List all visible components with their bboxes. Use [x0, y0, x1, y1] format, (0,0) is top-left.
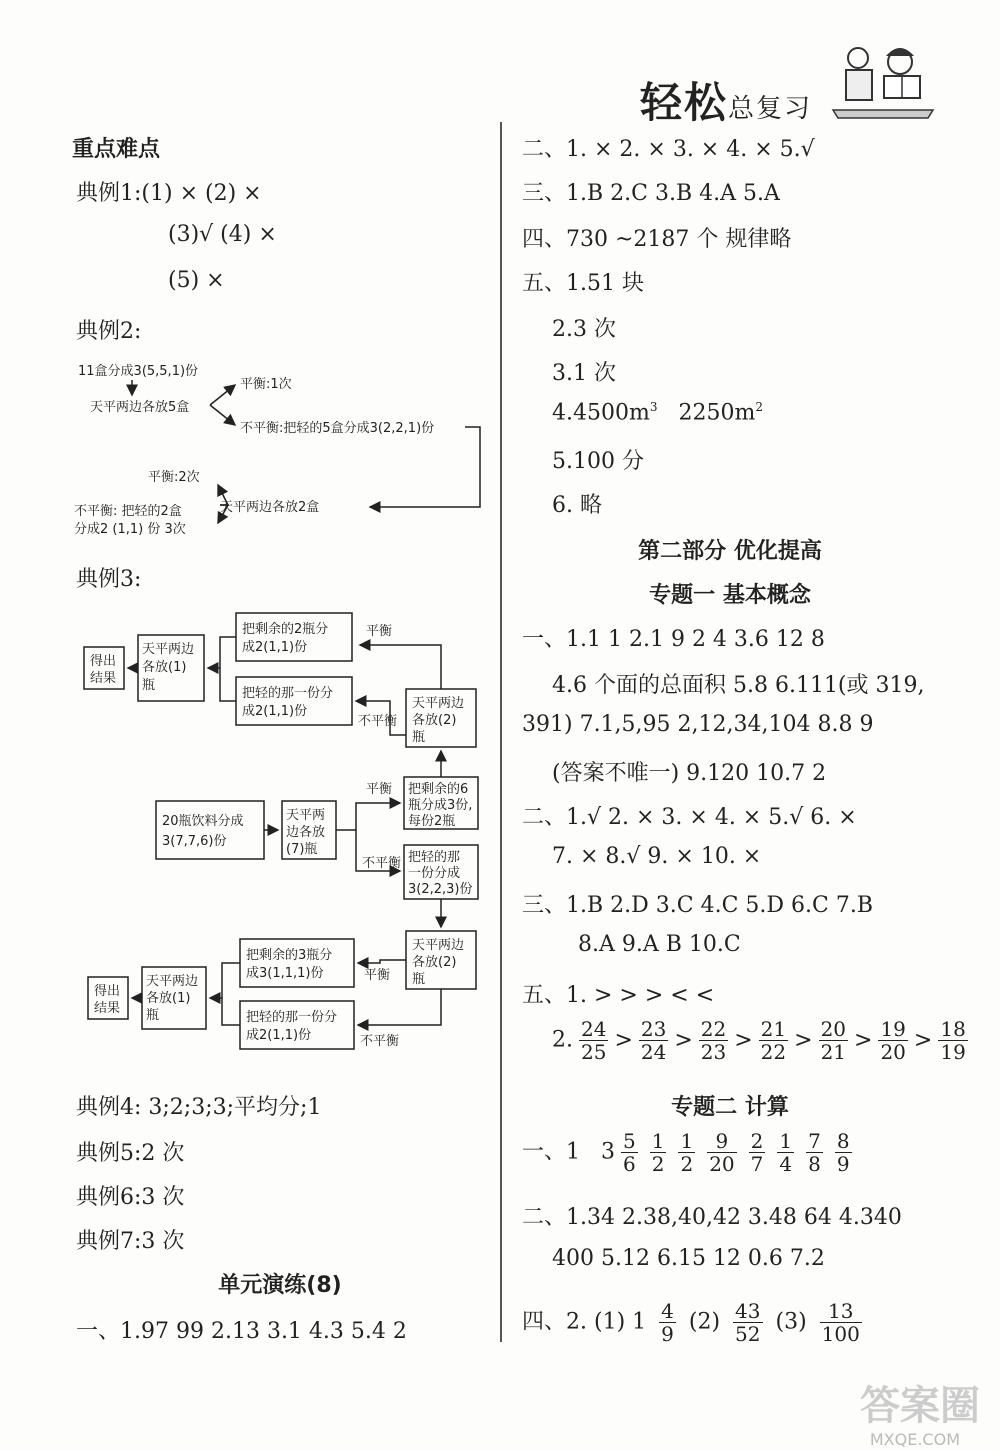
greater-than-sign: >: [614, 1027, 633, 1053]
d3-balance-3: 平衡: [364, 968, 391, 983]
fraction-9-20: $\frac{9}{20}$: [709, 1129, 735, 1176]
topic-1-line-9: 五、1. > > > < <: [522, 983, 715, 1008]
d3-l2: 成2(1,1)份: [246, 1028, 312, 1043]
d3-result-2a: 得出: [94, 984, 121, 999]
topic-1-line-3: 391) 7.1,5,95 2,12,34,104 8.8 9: [522, 712, 874, 737]
greater-than-sign: >: [734, 1027, 753, 1053]
d3-a3: 瓶: [142, 678, 156, 693]
fraction-19-20: $\frac{19}{20}$: [880, 1017, 906, 1064]
d3-balance-2: 平衡: [366, 782, 393, 797]
d2-text-5: 平衡:2次: [148, 470, 200, 485]
d3-m3: 瓶: [146, 1008, 160, 1023]
fraction-21-22: $\frac{21}{22}$: [760, 1017, 787, 1064]
d3-k1: 把剩余的3瓶分: [246, 948, 333, 963]
greater-than-sign: >: [674, 1027, 693, 1053]
topic-2-line-4-mid2: (3): [775, 1309, 807, 1335]
d3-c2: 成2(1,1)份: [242, 704, 308, 719]
topic-1-line-1: 一、1.1 1 2.1 9 2 4 3.6 12 8: [522, 627, 825, 652]
d3-m2: 各放(1): [146, 991, 191, 1006]
d3-j3: 瓶: [412, 972, 426, 987]
topic-2-line-3: 400 5.12 6.15 12 0.6 7.2: [552, 1246, 825, 1271]
d3-j1: 天平两边: [412, 938, 465, 953]
d2-text-8: 分成2 (1,1) 份 3次: [74, 522, 186, 537]
right-line-3: 四、730 ~2187 个 规律略: [522, 227, 792, 252]
d2-text-7: 不平衡: 把轻的2盒: [74, 504, 182, 519]
d3-result-1a: 得出: [90, 654, 117, 669]
topic-1-line-7: 三、1.B 2.D 3.C 4.C 5.D 6.C 7.B: [522, 893, 874, 918]
fraction-5-6: $\frac{5}{6}$: [622, 1129, 636, 1176]
example-1-line-1: 典例1:(1) × (2) ×: [76, 181, 262, 206]
fraction-chain-prefix: 2.: [552, 1027, 573, 1053]
d3-f1: 20瓶饮料分成: [162, 814, 244, 829]
logo-main: 轻松: [640, 78, 729, 127]
fraction-13-100: $\frac{13}{100}$: [821, 1299, 860, 1346]
topic-2-line-1-prefix: 一、1 3: [522, 1139, 615, 1165]
right-line-5: 2.3 次: [552, 317, 616, 342]
fraction-8-9: $\frac{8}{9}$: [836, 1129, 850, 1176]
example-1-line-2: (3)√ (4) ×: [168, 222, 277, 247]
unit-practice-title: 单元演练(8): [218, 1273, 342, 1298]
topic-2-line-1: [522, 1130, 858, 1175]
d3-f2: 3(7,7,6)份: [162, 834, 227, 849]
fraction-22-23: $\frac{22}{23}$: [700, 1017, 727, 1064]
header-logo: [640, 70, 812, 130]
topic-1-line-5: 二、1.√ 2. × 3. × 4. × 5.√ 6. ×: [522, 805, 857, 830]
example-5: 典例5:2 次: [76, 1141, 185, 1166]
d3-result-1b: 结果: [90, 671, 117, 686]
topic-2-line-2: 二、1.34 2.38,40,42 3.48 64 4.340: [522, 1205, 902, 1230]
topic-2-title: 专题二 计算: [671, 1095, 789, 1120]
right-line-7: [552, 400, 763, 425]
unit-practice-line-1: 一、1.97 99 2.13 3.1 4.3 5.4 2: [76, 1319, 407, 1344]
d2-text-4: 不平衡:把轻的5盒分成3(2,2,1)份: [240, 421, 435, 436]
children-reading-illustration: [828, 40, 938, 120]
d3-result-2b: 结果: [94, 1001, 121, 1016]
d3-g1: 天平两: [286, 808, 326, 823]
fraction-24-25: $\frac{24}{25}$: [581, 1017, 607, 1064]
watermark-logo: 答案圈: [860, 1383, 980, 1429]
topic-2-line-4-prefix: 四、2. (1) 1: [522, 1309, 647, 1335]
topic-2-fractions: [615, 1129, 858, 1176]
d3-i1: 把轻的那: [408, 850, 461, 865]
d2-text-1: 11盒分成3(5,5,1)份: [78, 364, 199, 379]
right-line-4: 五、1.51 块: [522, 271, 644, 296]
right-line-2: 三、1.B 2.C 3.B 4.A 5.A: [522, 181, 780, 206]
d3-j2: 各放(2): [412, 955, 457, 970]
topic-1-title: 专题一 基本概念: [649, 583, 811, 608]
topic-1-line-6: 7. × 8.√ 9. × 10. ×: [552, 844, 762, 869]
d3-b1: 把剩余的2瓶分: [242, 622, 329, 637]
column-divider: [500, 122, 502, 1342]
right-line-8: 5.100 分: [552, 449, 644, 474]
d3-e2: 各放(2): [412, 713, 457, 728]
d3-unbalance-2: 不平衡: [362, 856, 402, 871]
d3-c1: 把轻的那一份分: [242, 686, 334, 701]
fraction-1-2: $\frac{1}{2}$: [651, 1129, 665, 1176]
greater-than-sign: >: [794, 1027, 813, 1053]
fraction-20-21: $\frac{20}{21}$: [820, 1017, 847, 1064]
d2-text-6: 天平两边各放2盒: [220, 500, 320, 515]
d3-h1: 把剩余的6: [408, 782, 469, 797]
fraction-23-24: $\frac{23}{24}$: [640, 1017, 667, 1064]
d3-unbalance-3: 不平衡: [360, 1034, 400, 1049]
example-6: 典例6:3 次: [76, 1185, 185, 1210]
example-7: 典例7:3 次: [76, 1229, 185, 1254]
topic-2-line-4: [522, 1300, 868, 1345]
superscript-3: 3: [649, 400, 658, 414]
right-line-1: 二、1. × 2. × 3. × 4. × 5.√: [522, 137, 815, 162]
d3-h3: 每份2瓶: [408, 814, 456, 829]
fraction-4-9: $\frac{4}{9}$: [661, 1299, 674, 1346]
fraction-chain-items: [573, 1017, 974, 1064]
topic-1-line-8: 8.A 9.A B 10.C: [578, 932, 741, 957]
d3-k2: 成3(1,1,1)份: [246, 966, 324, 981]
fraction-2-7: $\frac{2}{7}$: [750, 1129, 764, 1176]
topic-1-line-4: (答案不唯一) 9.120 10.7 2: [552, 761, 827, 786]
greater-than-sign: >: [854, 1027, 873, 1053]
d2-text-3: 平衡:1次: [240, 377, 292, 392]
fraction-chain: [552, 1018, 974, 1063]
fraction-43-52: $\frac{43}{52}$: [735, 1299, 761, 1346]
d3-e1: 天平两边: [412, 696, 465, 711]
greater-than-sign: >: [913, 1027, 933, 1053]
d3-b2: 成2(1,1)份: [242, 640, 308, 655]
d3-h2: 瓶分成3份,: [408, 798, 473, 813]
example-2-diagram: [70, 355, 490, 545]
area-value-1: 4.4500m: [552, 400, 650, 426]
fraction-18-19: $\frac{18}{19}$: [940, 1017, 966, 1064]
d3-i2: 一份分成: [408, 866, 461, 881]
d3-g2: 边各放: [286, 825, 326, 840]
d3-m1: 天平两边: [146, 974, 199, 989]
d3-g3: (7)瓶: [286, 842, 318, 857]
d3-e3: 瓶: [412, 730, 426, 745]
superscript-2: 2: [755, 400, 763, 414]
fraction-7-8: $\frac{7}{8}$: [808, 1129, 821, 1176]
right-line-6: 3.1 次: [552, 361, 616, 386]
example-4: 典例4: 3;2;3;3;平均分;1: [76, 1095, 322, 1120]
fraction-1-4: $\frac{1}{4}$: [779, 1129, 793, 1176]
logo-sub: 总复习: [728, 94, 813, 124]
d3-i3: 3(2,2,3)份: [408, 882, 473, 897]
d3-a1: 天平两边: [142, 642, 195, 657]
watermark-url: MXQE.COM: [869, 1430, 960, 1449]
topic-2-line-4-mid: (2): [688, 1309, 721, 1335]
right-line-9: 6. 略: [552, 493, 602, 518]
example-3-diagram: [80, 605, 490, 1065]
example-3-label: 典例3:: [76, 567, 142, 592]
section-title: 重点难点: [72, 137, 161, 162]
fraction-1-2: $\frac{1}{2}$: [680, 1129, 694, 1176]
d3-unbalance-1: 不平衡: [358, 714, 398, 729]
topic-1-line-2: 4.6 个面的总面积 5.8 6.111(或 319,: [552, 673, 925, 698]
d3-balance-1: 平衡: [366, 624, 393, 639]
example-1-line-3: (5) ×: [168, 268, 225, 293]
d3-l1: 把轻的那一份分: [246, 1010, 338, 1025]
d2-text-2: 天平两边各放5盒: [90, 400, 190, 415]
area-value-2: 2250m: [657, 400, 756, 426]
example-2-label: 典例2:: [76, 319, 142, 344]
d3-a2: 各放(1): [142, 660, 187, 675]
part-2-title: 第二部分 优化提高: [638, 539, 822, 564]
